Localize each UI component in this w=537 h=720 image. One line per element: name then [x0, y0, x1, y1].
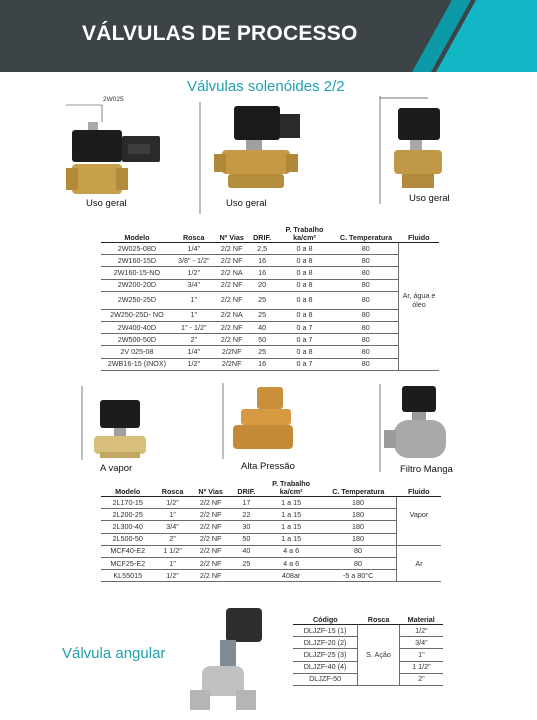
cell-drif: 30 — [231, 521, 262, 533]
cell-material: 2" — [399, 673, 443, 685]
cell-temperatura: 180 — [320, 533, 396, 545]
table-row — [101, 509, 441, 521]
col-header-modelo: Modelo — [101, 226, 173, 243]
section-title-angular: Válvula angular — [62, 645, 166, 662]
table-row — [293, 637, 443, 649]
cell-temperatura: 80 — [333, 309, 398, 321]
table-row — [293, 649, 443, 661]
table-row — [101, 321, 439, 333]
cell-modelo: 2W400-40D — [101, 321, 173, 333]
cell-rosca: 3/8" - 1/2" — [173, 255, 215, 267]
cell-temperatura: 180 — [320, 497, 396, 509]
table-header-row — [293, 616, 443, 625]
cell-pressao: 0 a 7 — [275, 321, 333, 333]
photo-caption-steam: A vapor — [100, 463, 133, 474]
cell-modelo: 2L170-15 — [101, 497, 154, 509]
cell-fluido-ar: Ar — [397, 557, 442, 569]
cell-pressao: 0 a 8 — [275, 309, 333, 321]
col-header-modelo: Modelo — [101, 480, 154, 497]
cell-temperatura: 80 — [333, 243, 398, 255]
cell-material: 1 1/2" — [399, 661, 443, 673]
cell-drif: 40 — [249, 321, 276, 333]
photo-caption-1: Uso geral — [86, 198, 127, 209]
cell-vias: 2/2 NF — [191, 497, 231, 509]
cell-drif: 16 — [249, 267, 276, 279]
cell-temperatura: 80 — [333, 267, 398, 279]
cell-rosca: 2" — [173, 334, 215, 346]
cell-pressao: 0 a 8 — [275, 346, 333, 358]
table-row — [293, 625, 443, 637]
table-row — [101, 309, 439, 321]
cell-codigo: DLJZF-25 (3) — [293, 649, 358, 661]
cell-fluido — [399, 243, 440, 255]
cell-material: 1" — [399, 649, 443, 661]
cell-rosca: 3/4" — [173, 279, 215, 291]
cell-drif: 25 — [231, 557, 262, 569]
cell-drif: 20 — [249, 279, 276, 291]
cell-fluido — [399, 309, 440, 321]
table-row — [101, 346, 439, 358]
cell-modelo: 2V 025-08 — [101, 346, 173, 358]
cell-vias: 2/2 NF — [191, 545, 231, 557]
cell-rosca: 1" - 1/2" — [173, 321, 215, 333]
col-header-temperatura: C. Temperatura — [320, 480, 396, 497]
col-header-pressao: P. Trabalho ka/cm² — [262, 480, 320, 497]
cell-modelo: MCF40-E2 — [101, 545, 154, 557]
cell-temperatura: 80 — [333, 346, 398, 358]
photo-caption-2: Uso geral — [226, 198, 267, 209]
table-row — [101, 267, 439, 279]
model-code-tag: 2W025 — [103, 96, 124, 103]
cell-rosca: 1 1/2" — [154, 545, 190, 557]
cell-vias: 2/2NF — [215, 346, 249, 358]
cell-modelo: 2W250-25D- NO — [101, 309, 173, 321]
cell-codigo: DLJZF-40 (4) — [293, 661, 358, 673]
cell-modelo: 2L300-40 — [101, 521, 154, 533]
cell-vias: 2/2 NF — [191, 557, 231, 569]
cell-modelo: 2W160-15-NO — [101, 267, 173, 279]
cell-drif: 40 — [231, 545, 262, 557]
cell-pressao: 0 a 8 — [275, 279, 333, 291]
cell-drif — [231, 570, 262, 582]
cell-vias: 2/2 NF — [191, 521, 231, 533]
cell-codigo: DLJZF-15 (1) — [293, 625, 358, 637]
cell-rosca: 1/4" — [173, 346, 215, 358]
col-header-fluido: Fluido — [399, 226, 440, 243]
cell-pressao: 408ar — [262, 570, 320, 582]
cell-modelo: 2W500-50D — [101, 334, 173, 346]
cell-rosca: 1" — [173, 291, 215, 309]
cell-codigo: DLJZF-50 — [293, 673, 358, 685]
cell-drif: 17 — [231, 497, 262, 509]
table-row — [101, 358, 439, 370]
cell-fluido — [397, 570, 442, 582]
photo-caption-3: Uso geral — [409, 193, 450, 204]
angle-seat-valve-photo — [186, 604, 266, 716]
cell-temperatura: 80 — [333, 321, 398, 333]
cell-rosca: 2" — [154, 533, 190, 545]
cell-drif: 25 — [249, 309, 276, 321]
solenoid-spec-table — [101, 226, 439, 371]
cell-fluido-merged: Ar, água e óleo — [399, 291, 440, 309]
cell-pressao: 0 a 8 — [275, 255, 333, 267]
cell-rosca: 1/2" — [154, 497, 190, 509]
cell-fluido — [399, 358, 440, 370]
cell-rosca: 1/2" — [154, 570, 190, 582]
cell-vias: 2/2 NF — [215, 334, 249, 346]
table-row — [101, 545, 441, 557]
cell-temperatura: 80 — [333, 358, 398, 370]
col-header-vias: Nº Vias — [191, 480, 231, 497]
col-header-drif: DRIF. — [249, 226, 276, 243]
col-header-temperatura: C. Temperatura — [333, 226, 398, 243]
cell-rosca: 1" — [154, 557, 190, 569]
cell-modelo: 2W160-15D — [101, 255, 173, 267]
cell-temperatura: 180 — [320, 509, 396, 521]
cell-pressao: 0 a 7 — [275, 358, 333, 370]
cell-fluido — [399, 279, 440, 291]
cell-drif: 16 — [249, 358, 276, 370]
cell-rosca-merged: S. Ação — [358, 649, 400, 661]
cell-vias: 2/2 NF — [215, 291, 249, 309]
col-header-vias: Nº Vias — [215, 226, 249, 243]
cell-pressao: 0 a 8 — [275, 243, 333, 255]
cell-material: 1/2" — [399, 625, 443, 637]
cell-modelo: MCF25-E2 — [101, 557, 154, 569]
cell-vias: 2/2 NA — [215, 309, 249, 321]
table-row — [101, 255, 439, 267]
cell-rosca — [358, 673, 400, 685]
table-row — [293, 673, 443, 685]
cell-fluido — [399, 334, 440, 346]
col-header-codigo: Código — [293, 616, 358, 625]
table-row — [293, 661, 443, 673]
cell-modelo: 2WB16-15 (INOX) — [101, 358, 173, 370]
table-row — [101, 279, 439, 291]
cell-pressao: 0 a 7 — [275, 334, 333, 346]
col-header-material: Material — [399, 616, 443, 625]
cell-vias: 2/2 NA — [215, 267, 249, 279]
col-header-rosca: Rosca — [173, 226, 215, 243]
cell-fluido — [397, 545, 442, 557]
cell-temperatura: -5 a 80°C — [320, 570, 396, 582]
cell-rosca — [358, 637, 400, 649]
cell-modelo: 2L200-25 — [101, 509, 154, 521]
photo-caption-dust-filter: Filtro Manga — [400, 464, 453, 475]
table-row — [101, 243, 439, 255]
cell-fluido — [397, 497, 442, 509]
cell-temperatura: 80 — [320, 545, 396, 557]
cell-fluido — [399, 321, 440, 333]
table-row — [101, 570, 441, 582]
cell-temperatura: 80 — [320, 557, 396, 569]
cell-drif: 2,5 — [249, 243, 276, 255]
col-header-drif: DRIF. — [231, 480, 262, 497]
table-row — [101, 557, 441, 569]
table-row — [101, 533, 441, 545]
cell-fluido — [397, 521, 442, 533]
cell-pressao: 1 a 15 — [262, 509, 320, 521]
cell-vias: 2/2 NF — [215, 243, 249, 255]
cell-vias: 2/2 NF — [215, 255, 249, 267]
table-row — [101, 334, 439, 346]
cell-rosca — [358, 625, 400, 637]
cell-drif: 16 — [249, 255, 276, 267]
steam-spec-table — [101, 480, 441, 582]
col-header-pressao: P. Trabalho ka/cm² — [275, 226, 333, 243]
cell-pressao: 1 a 15 — [262, 533, 320, 545]
cell-rosca: 1/2" — [173, 267, 215, 279]
cell-modelo: 2W200-20D — [101, 279, 173, 291]
cell-vias: 2/2 NF — [215, 321, 249, 333]
col-header-rosca: Rosca — [154, 480, 190, 497]
cell-drif: 50 — [249, 334, 276, 346]
cell-rosca — [358, 661, 400, 673]
cell-drif: 25 — [249, 291, 276, 309]
cell-material: 3/4" — [399, 637, 443, 649]
solenoid-valve-photo-3 — [378, 96, 458, 204]
cell-pressao: 0 a 8 — [275, 267, 333, 279]
cell-rosca: 1" — [173, 309, 215, 321]
cell-pressao: 1 a 15 — [262, 521, 320, 533]
cell-modelo: 2W025-08D — [101, 243, 173, 255]
cell-pressao: 1 a 15 — [262, 497, 320, 509]
cell-temperatura: 80 — [333, 279, 398, 291]
cell-vias: 2/2NF — [215, 358, 249, 370]
cell-vias: 2/2 NF — [191, 570, 231, 582]
cell-pressao: 0 a 8 — [275, 291, 333, 309]
table-header-row — [101, 480, 441, 497]
cell-fluido-vapor: Vapor — [397, 509, 442, 521]
cell-rosca: 3/4" — [154, 521, 190, 533]
dust-filter-valve-photo — [378, 384, 458, 472]
cell-temperatura: 80 — [333, 334, 398, 346]
cell-codigo: DLJZF-20 (2) — [293, 637, 358, 649]
cell-vias: 2/2 NF — [191, 509, 231, 521]
table-row — [101, 291, 439, 309]
table-row — [101, 497, 441, 509]
cell-drif: 25 — [249, 346, 276, 358]
cell-vias: 2/2 NF — [191, 533, 231, 545]
page-header — [0, 0, 537, 72]
cell-fluido — [399, 267, 440, 279]
cell-modelo: KL55015 — [101, 570, 154, 582]
cell-rosca: 1/2" — [173, 358, 215, 370]
cell-temperatura: 80 — [333, 255, 398, 267]
cell-pressao: 4 a 6 — [262, 557, 320, 569]
table-row — [101, 521, 441, 533]
cell-modelo: 2W250-25D — [101, 291, 173, 309]
cell-fluido — [399, 346, 440, 358]
cell-temperatura: 80 — [333, 291, 398, 309]
cell-drif: 22 — [231, 509, 262, 521]
col-header-fluido: Fluido — [397, 480, 442, 497]
cell-rosca: 1/4" — [173, 243, 215, 255]
cell-modelo: 2L500-50 — [101, 533, 154, 545]
cell-drif: 50 — [231, 533, 262, 545]
cell-vias: 2/2 NF — [215, 279, 249, 291]
col-header-rosca: Rosca — [358, 616, 400, 625]
cell-fluido — [397, 533, 442, 545]
angle-valve-spec-table — [293, 616, 443, 686]
photo-caption-high-pressure: Alta Pressão — [241, 461, 295, 472]
high-pressure-valve-photo — [221, 383, 301, 461]
cell-pressao: 4 a 6 — [262, 545, 320, 557]
cell-rosca: 1" — [154, 509, 190, 521]
cell-temperatura: 180 — [320, 521, 396, 533]
cell-fluido — [399, 255, 440, 267]
table-header-row — [101, 226, 439, 243]
page-title: VÁLVULAS DE PROCESSO — [82, 22, 358, 45]
section-title-solenoid: Válvulas solenóides 2/2 — [187, 78, 345, 95]
